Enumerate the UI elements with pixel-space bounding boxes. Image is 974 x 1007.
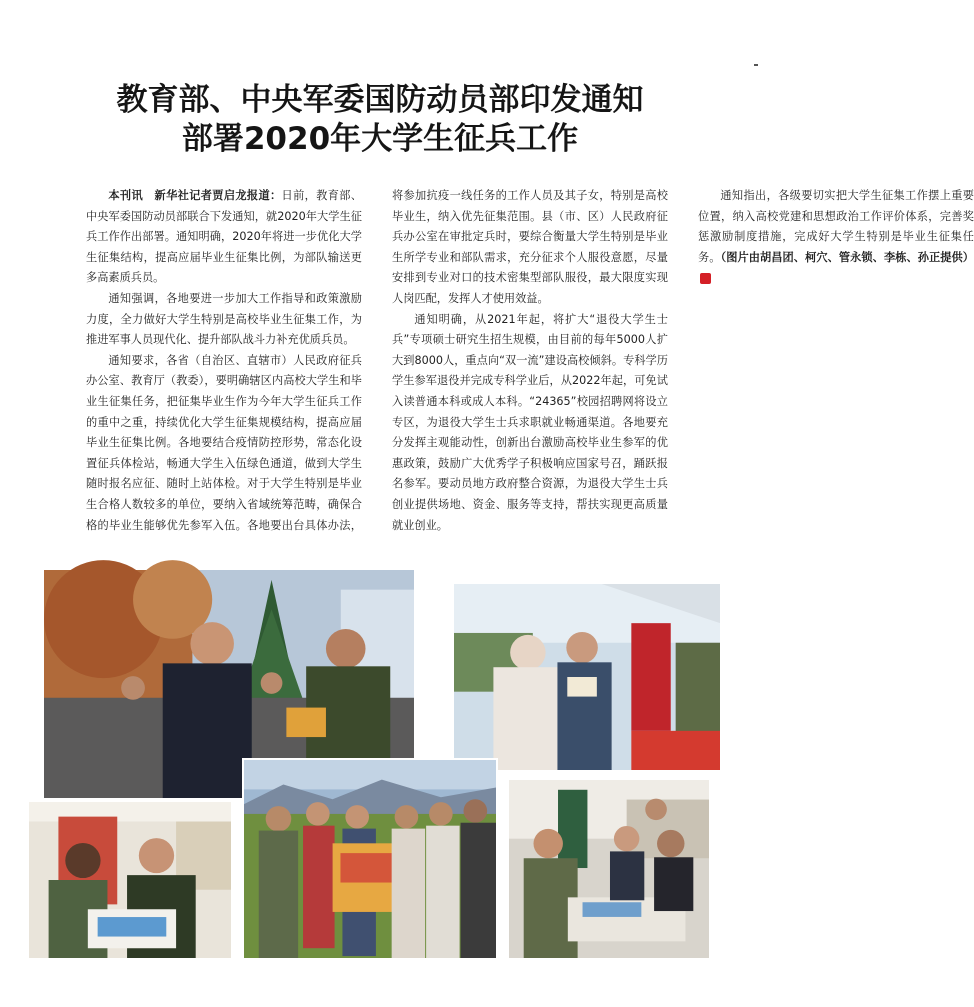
paragraph-5 xyxy=(698,186,974,289)
photo-credit: （图片由胡昌团、柯穴、管永锁、李栋、孙正提供） xyxy=(720,250,974,264)
paragraph-1 xyxy=(86,186,362,289)
article-title-line-1: 教育部、中央军委国防动员部印发通知 xyxy=(116,82,644,118)
paragraph-2: 通知强调，各地要进一步加大工作指导和政策激励力度，全力做好大学生特别是高校毕业生征集工作，为推进军事人员现代化、提升部队战斗力补充优质兵员。 xyxy=(86,291,362,347)
photo-grassland-poster xyxy=(242,758,498,960)
page-edge-mark xyxy=(754,64,758,66)
photo-soldier-at-desk xyxy=(507,778,711,960)
paragraph-3: 通知要求，各省（自治区、直辖市）人民政府征兵办公室、教育厅（教委），要明确辖区内高校大学生和毕业生征集任务，把征集毕业生作为今年大学生征兵工作的重中之重，持续优化大学生征集规模结构，提高应届毕业生征集比例。各地要结合疫情防控形势，常态化设置征兵体检站，畅通大学生入伍绿色通道，做到大学生随时报名应征、随时上站体检。对于大学生特别是毕业生合格人数较多的单位，要纳入省域统筹范畴，确保合格的毕业生能够优先参军入伍。各地要出台具体办法，将参加抗疫一线任务的工作人员及其子女，特别是高校毕业生，纳入优先征集范围。县（市、区）人民政府征兵办公室在审批定兵时，要综合衡量大学生特别是毕业生所学专业和部队需求，充分征求个人服役意愿，尽量安排到专业对口的技术密集型部队服役，最大限度实现人岗匹配，发挥人才使用效益。 xyxy=(86,189,668,532)
paragraph-1-text: 日前，教育部、中央军委国防动员部联合下发通知，就2020年大学生征兵工作作出部署。通知明确，2020年将进一步优化大学生征集结构，提高应届毕业生征集比例，为部队输送更多高素质兵员。 xyxy=(86,189,362,285)
photo-officer-and-student xyxy=(27,800,233,960)
article-body xyxy=(86,186,974,556)
byline: 本刊讯 新华社记者贾启龙报道： xyxy=(108,189,282,202)
end-mark-icon: G xyxy=(700,273,711,284)
article-title-line-2: 部署2020年大学生征兵工作 xyxy=(181,121,579,157)
photo-students-at-booth xyxy=(452,582,722,772)
paragraph-5-text: 通知指出，各级要切实把大学生征集工作摆上重要位置，纳入高校党建和思想政治工作评价体系，完善奖惩激励制度措施，完成好大学生特别是毕业生征集任务。 xyxy=(698,189,974,264)
paragraph-4: 通知明确，从2021年起，将扩大“退役大学生士兵”专项硕士研究生招生规模，由目前的每年5000人扩大到8000人，重点向“双一流”建设高校倾斜。专科学历学生参军退役并完成专科学业后，从2022年起，可免试入读普通本科或成人本科。“24365”校园招聘网将设立专区，为退役大学生士兵求职就业畅通渠道。各地要充分发挥主观能动性，创新出台激励高校毕业生参军的优惠政策，鼓励广大优秀学子积极响应国家号召，踊跃报名参军。要动员地方政府整合资源，为退役大学生士兵创业提供场地、资金、服务等支持，帮扶实现更高质量就业创业。 xyxy=(392,312,668,532)
